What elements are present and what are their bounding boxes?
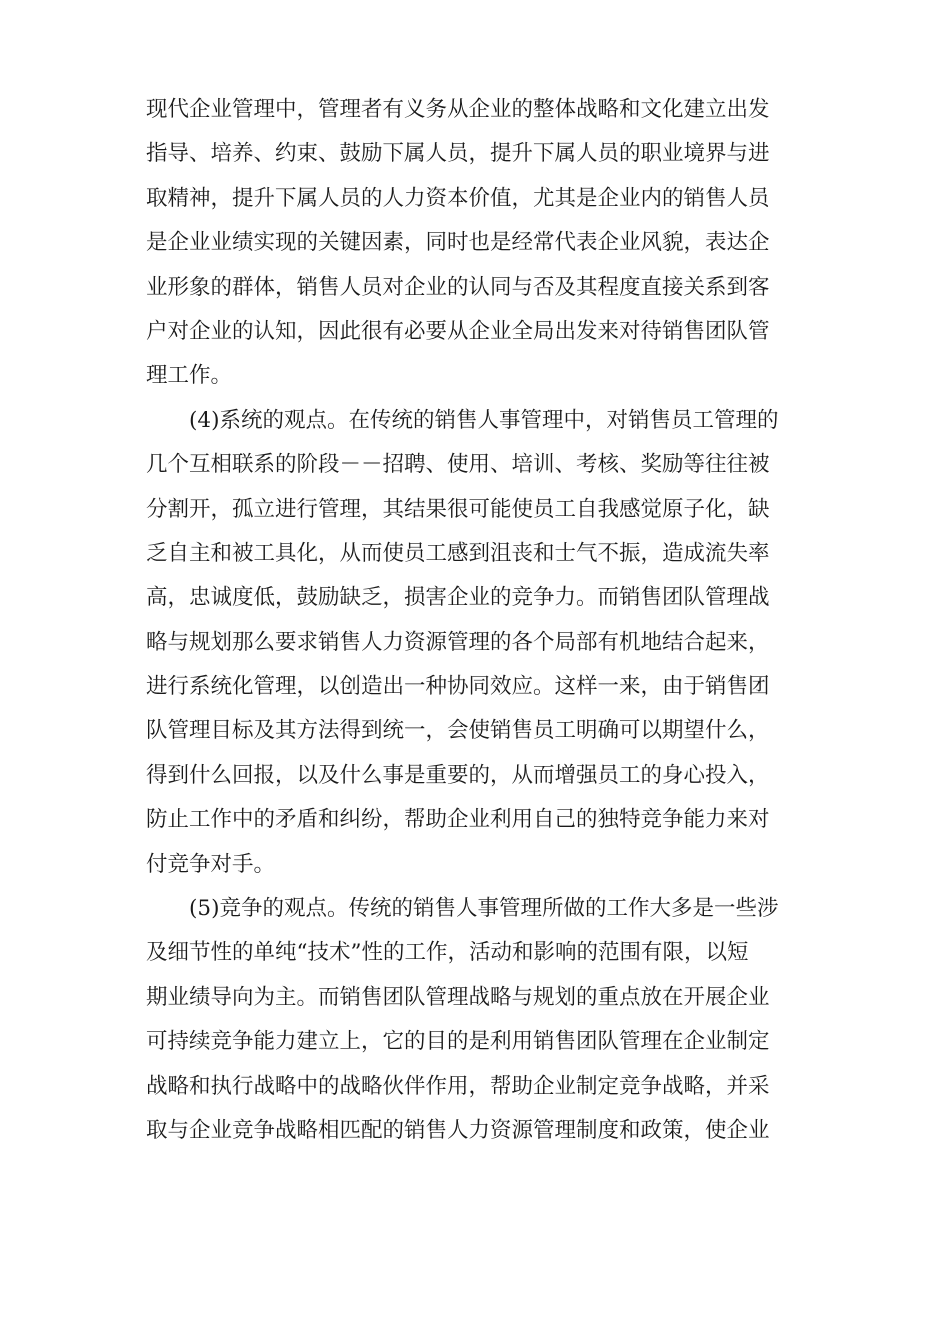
text-line: 得到什么回报，以及什么事是重要的，从而增强员工的身心投入， bbox=[146, 762, 770, 788]
text-line: 防止工作中的矛盾和纠纷，帮助企业利用自己的独特竞争能力来对 bbox=[146, 807, 770, 833]
text-line: 户对企业的认知，因此很有必要从企业全局出发来对待销售团队管 bbox=[146, 318, 770, 344]
document-body bbox=[146, 88, 816, 1153]
text-line: 期业绩导向为主。而销售团队管理战略与规划的重点放在开展企业 bbox=[146, 984, 770, 1010]
text-line: 指导、培养、约束、鼓励下属人员，提升下属人员的职业境界与进 bbox=[146, 141, 770, 167]
text-line: 取与企业竞争战略相匹配的销售人力资源管理制度和政策，使企业 bbox=[146, 1117, 770, 1143]
text-line: 略与规划那么要求销售人力资源管理的各个局部有机地结合起来， bbox=[146, 629, 770, 655]
paragraph-1 bbox=[146, 88, 816, 399]
text-line: 队管理目标及其方法得到统一，会使销售员工明确可以期望什么， bbox=[146, 718, 770, 744]
text-line: 乏自主和被工具化，从而使员工感到沮丧和士气不振，造成流失率 bbox=[146, 540, 770, 566]
text-line: 几个互相联系的阶段－－招聘、使用、培训、考核、奖励等往往被 bbox=[146, 452, 770, 478]
paragraph-3-competition-view bbox=[146, 887, 816, 1153]
text-line: 及细节性的单纯“技术”性的工作，活动和影响的范围有限，以短 bbox=[146, 940, 749, 966]
text-line: 可持续竞争能力建立上，它的目的是利用销售团队管理在企业制定 bbox=[146, 1029, 770, 1055]
text-line: 取精神，提升下属人员的人力资本价值，尤其是企业内的销售人员 bbox=[146, 185, 770, 211]
text-line: 现代企业管理中，管理者有义务从企业的整体战略和文化建立出发 bbox=[146, 97, 770, 122]
text-line: 付竞争对手。 bbox=[146, 851, 276, 877]
text-line: 理工作。 bbox=[146, 363, 233, 389]
text-line: 战略和执行战略中的战略伙伴作用，帮助企业制定竞争战略，并采 bbox=[146, 1073, 770, 1099]
text-line: 进行系统化管理，以创造出一种协同效应。这样一来，由于销售团 bbox=[146, 674, 770, 700]
text-line: 高，忠诚度低，鼓励缺乏，损害企业的竞争力。而销售团队管理战 bbox=[146, 585, 770, 611]
text-line: 业形象的群体，销售人员对企业的认同与否及其程度直接关系到客 bbox=[146, 274, 770, 300]
text-line: (4)系统的观点。在传统的销售人事管理中，对销售员工管理的 bbox=[189, 407, 779, 433]
text-line: 分割开，孤立进行管理，其结果很可能使员工自我感觉原子化，缺 bbox=[146, 496, 770, 522]
paragraph-2-systems-view bbox=[146, 399, 816, 887]
text-line: 是企业业绩实现的关键因素，同时也是经常代表企业风貌，表达企 bbox=[146, 230, 770, 256]
text-line: (5)竞争的观点。传统的销售人事管理所做的工作大多是一些涉 bbox=[189, 896, 779, 922]
